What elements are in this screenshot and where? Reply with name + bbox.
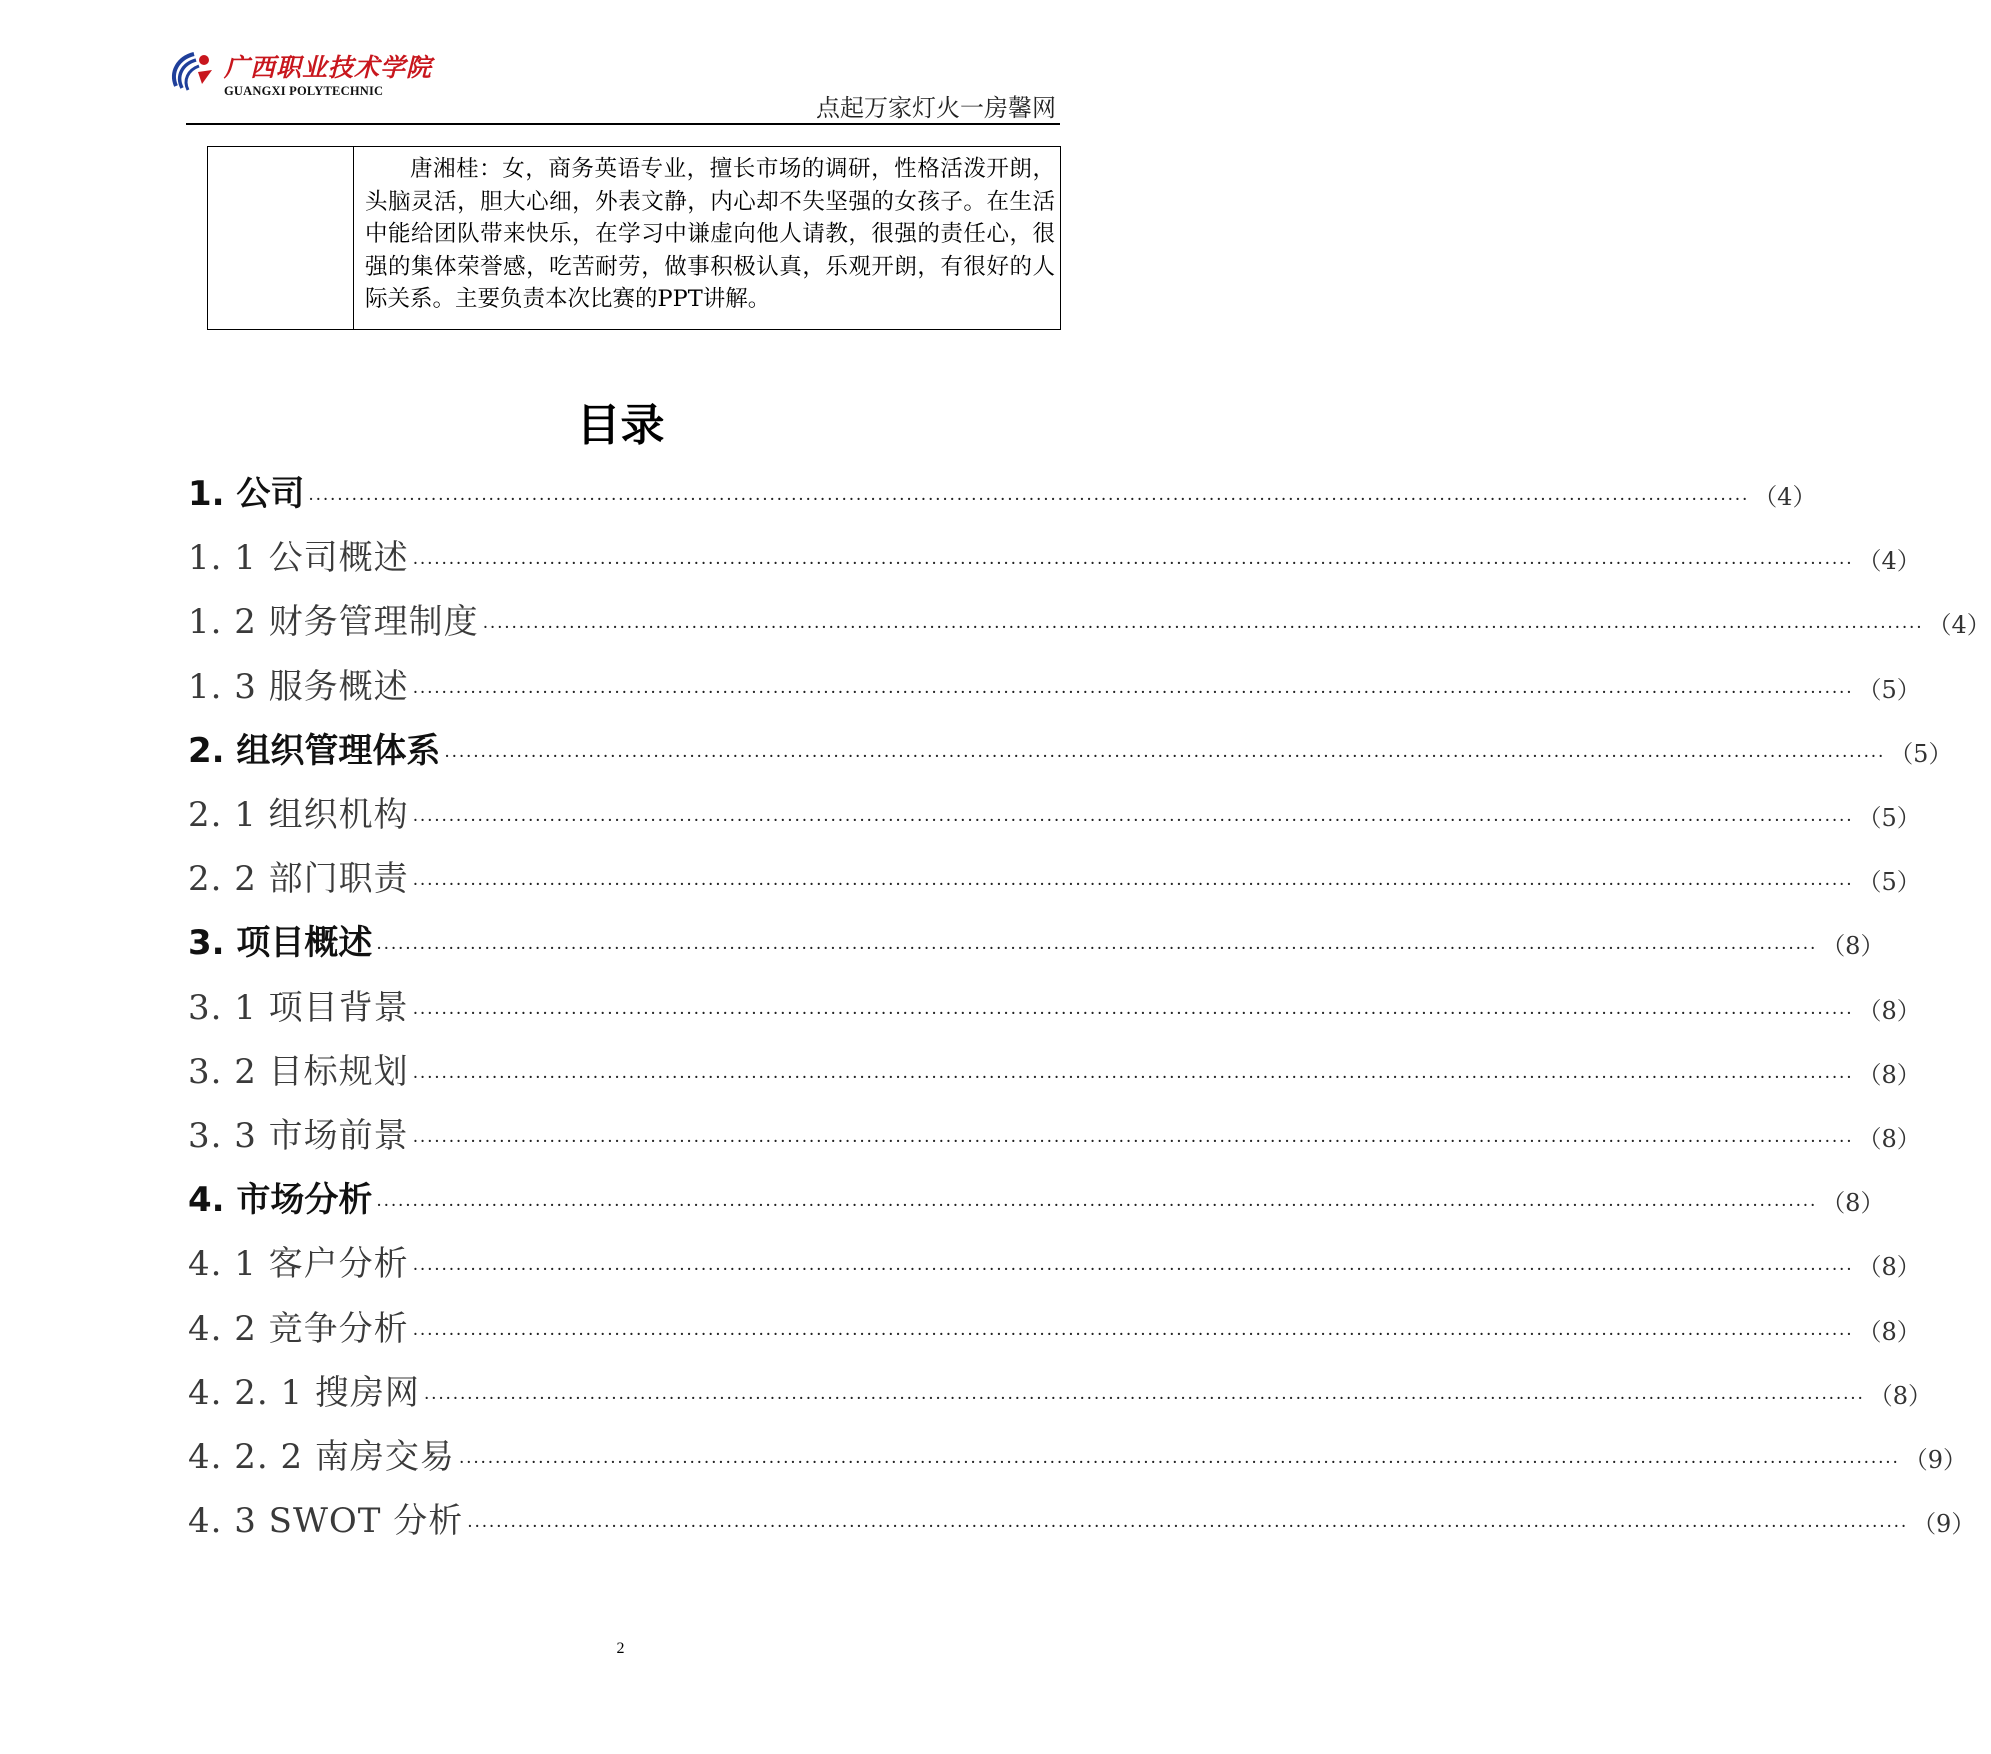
toc-entry-label: 3. 1 项目背景 (188, 987, 409, 1028)
toc-entry-page: （5） (1857, 804, 1921, 832)
toc-entry-label: 1. 1 公司概述 (188, 538, 409, 579)
toc-entry-label: 3. 2 目标规划 (188, 1051, 409, 1092)
toc-entry-label: 3. 项目概述 (188, 923, 373, 964)
toc-entry-page: （8） (1857, 1060, 1921, 1089)
page-number: 2 (616, 1640, 625, 1657)
toc-entry[interactable] (188, 1365, 1932, 1413)
toc-entry[interactable] (188, 915, 1885, 964)
toc-entry-page: （8） (1857, 996, 1921, 1025)
toc-entry-page: （8） (1821, 1189, 1885, 1218)
toc-entry-page: （8） (1821, 932, 1885, 961)
toc-entry-label: 2. 2 部门职责 (188, 859, 409, 900)
toc-entry-page: （4） (1753, 483, 1817, 511)
toc-leader-dots: ········································································································································································································ (458, 1453, 1900, 1473)
toc-entry-label: 1. 公司 (188, 474, 305, 514)
toc-entry-page: （5） (1889, 739, 1953, 768)
toc-leader-dots: ········································································································································································································ (412, 1260, 1854, 1281)
toc-entry-page: （9） (1912, 1510, 1976, 1539)
toc-entry-page: （5） (1857, 868, 1921, 897)
toc-title: 目录 (576, 400, 665, 451)
toc-entry-label: 1. 3 服务概述 (188, 666, 409, 707)
college-name-cn: 广西职业技术学院 (224, 53, 433, 82)
college-logo (186, 46, 433, 106)
toc-leader-dots: ········································································································································································································ (412, 1132, 1854, 1152)
toc-entry-label: 4. 1 客户分析 (188, 1244, 409, 1285)
toc-leader-dots: ········································································································································································································ (308, 490, 1750, 510)
toc-leader-dots: ········································································································································································································ (412, 1003, 1854, 1024)
toc-leader-dots: ········································································································································································································ (412, 875, 1854, 896)
table-column-divider (353, 147, 354, 329)
toc-entry[interactable] (188, 594, 1991, 643)
toc-entry[interactable] (188, 659, 1921, 707)
toc-entry-label: 2. 1 组织机构 (188, 795, 409, 835)
toc-leader-dots: ········································································································································································································ (444, 746, 1886, 767)
toc-leader-dots: ········································································································································································································ (376, 1196, 1818, 1217)
toc-entry[interactable] (188, 1301, 1921, 1349)
toc-entry-page: （4） (1927, 611, 1991, 640)
toc-entry[interactable] (188, 530, 1921, 579)
toc-entry[interactable] (188, 787, 1921, 835)
member-bio-text: 唐湘桂：女，商务英语专业，擅长市场的调研，性格活泼开朗，头脑灵活，胆大心细，外表文静，内心却不失坚强的女孩子。在生活中能给团队带来快乐，在学习中谦虚向他人请教，很强的责任心，很强的集体荣誉感，吃苦耐劳，做事积极认真，乐观开朗，有很好的人际关系。主要负责本次比赛的PPT讲解。 (365, 156, 1055, 312)
toc-leader-dots: ········································································································································································································ (412, 1324, 1854, 1345)
toc-entry-label: 2. 组织管理体系 (188, 730, 441, 771)
toc-entry-label: 3. 3 市场前景 (188, 1116, 409, 1156)
toc-leader-dots: ········································································································································································································ (467, 1517, 1909, 1538)
toc-entry[interactable] (188, 1429, 1967, 1477)
toc-leader-dots: ········································································································································································································ (376, 939, 1818, 960)
header-divider (186, 123, 1060, 125)
toc-entry[interactable] (188, 1493, 1976, 1542)
toc-entry-label: 4. 市场分析 (188, 1180, 373, 1221)
toc-entry-page: （8） (1868, 1381, 1932, 1410)
toc-leader-dots: ········································································································································································································ (412, 811, 1854, 831)
toc-entry-page: （9） (1903, 1446, 1967, 1474)
toc-entry[interactable] (188, 980, 1921, 1028)
toc-entry[interactable] (188, 851, 1921, 900)
toc-leader-dots: ········································································································································································································ (412, 554, 1854, 575)
toc-entry-label: 1. 2 财务管理制度 (188, 602, 479, 643)
toc-entry-page: （8） (1857, 1253, 1921, 1282)
college-name-en: GUANGXI POLYTECHNIC (224, 84, 384, 98)
document-title: 点起万家灯火一房馨网 (816, 94, 1056, 122)
toc-entry[interactable] (188, 1108, 1921, 1156)
toc-entry-label: 4. 2. 2 南房交易 (188, 1437, 455, 1477)
toc-entry-label: 4. 2. 1 搜房网 (188, 1372, 420, 1413)
toc-leader-dots: ········································································································································································································ (423, 1388, 1865, 1409)
toc-leader-dots: ········································································································································································································ (412, 682, 1854, 703)
toc-leader-dots: ········································································································································································································ (412, 1067, 1854, 1088)
toc-entry-page: （5） (1857, 675, 1921, 704)
college-emblem-icon (168, 50, 220, 94)
toc-entry[interactable] (188, 466, 1817, 514)
member-bio-table (207, 146, 1061, 330)
toc-leader-dots: ········································································································································································································ (482, 618, 1924, 639)
toc-entry[interactable] (188, 1236, 1921, 1285)
toc-entry-label: 4. 3 SWOT 分析 (188, 1501, 464, 1542)
toc-entry[interactable] (188, 1172, 1885, 1221)
toc-entry-page: （4） (1857, 547, 1921, 576)
toc-entry[interactable] (188, 723, 1953, 771)
toc-entry-label: 4. 2 竞争分析 (188, 1308, 409, 1349)
toc-entry[interactable] (188, 1044, 1921, 1092)
page-header (186, 38, 1059, 126)
toc-entry-page: （8） (1857, 1125, 1921, 1153)
toc-entry-page: （8） (1857, 1317, 1921, 1346)
